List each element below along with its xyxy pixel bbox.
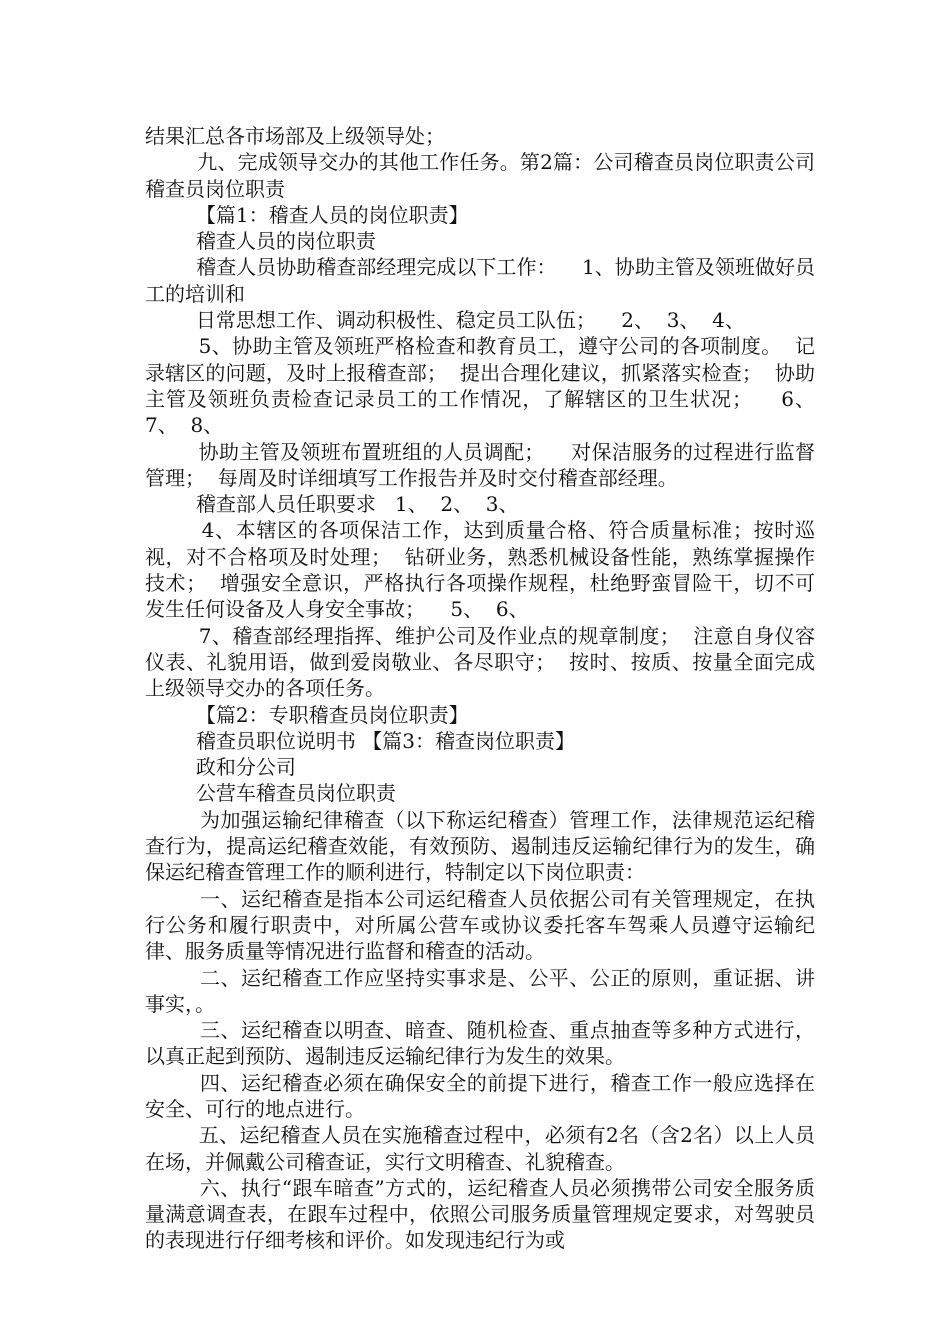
paragraph-clause-two: 二、运纪稽查工作应坚持实事求是、公平、公正的原则，重证据、讲事实，。: [145, 965, 816, 1016]
section-title-duties: 稽查人员的岗位职责: [145, 229, 376, 254]
paragraph-item-five: 5、协助主管及领班严格检查和教育员工，遵守公司的各项制度。 记录辖区的问题，及时上报稽查部； 提出合理化建议，抓紧落实检查； 协助主管及领班负责检查记录员工的工作情况，了解辖区的卫生状况； 6、 7、 8、: [145, 334, 828, 438]
document-body: [145, 123, 828, 1254]
branch-name: 政和分公司: [145, 755, 296, 780]
paragraph-item-nine: 九、完成领导交办的其他工作任务。第2篇：公司稽查员岗位职责公司稽查员岗位职责: [145, 150, 816, 201]
paragraph-purpose: 为加强运输纪律稽查（以下称运纪稽查）管理工作，法律规范运纪稽查行为，提高运纪稽查效能，有效预防、遏制违反运输纪律行为的发生，确保运纪稽查管理工作的顺利进行，特制定以下岗位职责：: [145, 807, 816, 885]
paragraph-item-four: 4、本辖区的各项保洁工作，达到质量合格、符合质量标准；按时巡视，对不合格项及时处理； 钻研业务，熟悉机械设备性能，熟练掌握操作技术； 增强安全意识，严格执行各项操作规程，杜绝野蛮冒险干，切不可发生任何设备及人身安全事故； 5、 6、: [145, 518, 815, 622]
section-heading-part2: 【篇2：专职稽查员岗位职责】: [145, 702, 469, 727]
paragraph-assist-manager: 稽查人员协助稽查部经理完成以下工作： 1、协助主管及领班做好员工的培训和: [145, 255, 816, 306]
section-heading-part1: 【篇1：稽查人员的岗位职责】: [145, 202, 469, 227]
section-title-inspector: 公营车稽查员岗位职责: [145, 781, 396, 806]
paragraph-clause-one: 一、运纪稽查是指本公司运纪稽查人员依据公司有关管理规定，在执行公务和履行职责中，对所属公营车或协议委托客车驾乘人员遵守运输纪律、服务质量等情况进行监督和稽查的活动。: [145, 886, 816, 964]
paragraph-daily-work: 日常思想工作、调动积极性、稳定员工队伍； 2、 3、 4、: [145, 308, 745, 333]
paragraph-requirements: 稽查部人员任职要求 1、 2、 3、: [145, 492, 519, 517]
section-heading-part3: 稽查员职位说明书 【篇3：稽查岗位职责】: [145, 728, 575, 753]
paragraph-item-seven: 7、稽查部经理指挥、维护公司及作业点的规章制度； 注意自身仪容仪表、礼貌用语，做到爱岗敬业、各尽职守； 按时、按质、按量全面完成上级领导交办的各项任务。: [145, 623, 815, 701]
paragraph-clause-three: 三、运纪稽查以明查、暗查、随机检查、重点抽查等多种方式进行，以真正起到预防、遏制违反运输纪律行为发生的效果。: [145, 1018, 816, 1069]
paragraph-intro-tail: 结果汇总各市场部及上级领导处；: [145, 124, 445, 148]
paragraph-clause-five: 五、运纪稽查人员在实施稽查过程中，必须有2名（含2名）以上人员在场，并佩戴公司稽查证，实行文明稽查、礼貌稽查。: [145, 1123, 816, 1174]
paragraph-clause-six: 六、执行“跟车暗查”方式的，运纪稽查人员必须携带公司安全服务质量满意调查表，在跟车过程中，依照公司服务质量管理规定要求，对驾驶员的表现进行仔细考核和评价。如发现违纪行为或: [145, 1175, 815, 1253]
paragraph-clause-four: 四、运纪稽查必须在确保安全的前提下进行，稽查工作一般应选择在安全、可行的地点进行。: [145, 1070, 816, 1121]
paragraph-staff-allocation: 协助主管及领班布置班组的人员调配； 对保洁服务的过程进行监督管理； 每周及时详细填写工作报告并及时交付稽查部经理。: [145, 439, 815, 490]
